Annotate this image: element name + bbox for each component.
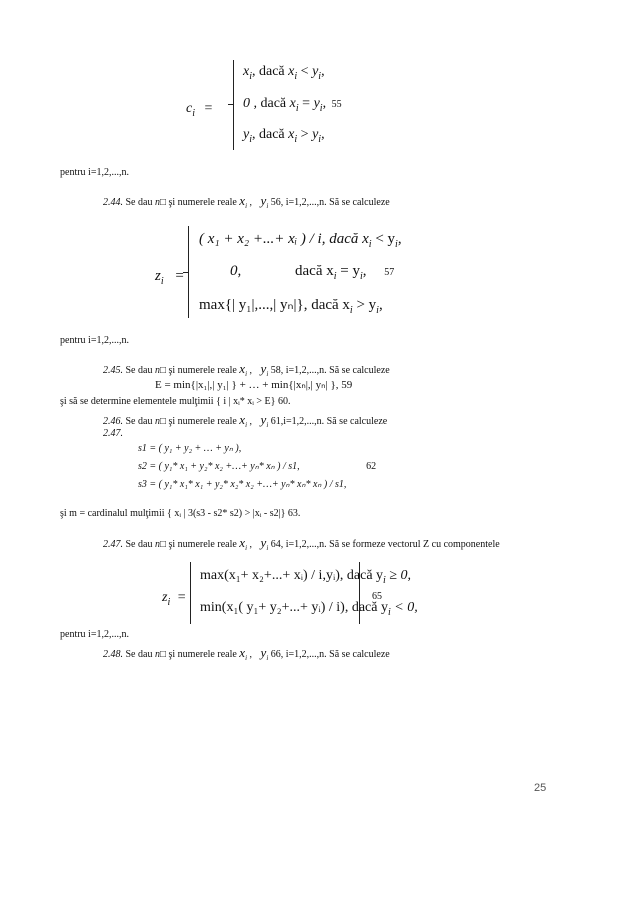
eq55-lhs: $c_i$ = [186, 101, 213, 119]
problem-2-47-label-extra: 2.47. [103, 428, 123, 439]
eq55-row3: $y_i$, dacă $x_i > y_i$, [243, 127, 325, 145]
eq55-row2: 0 , dacă $x_i = y_i$, 55 [243, 96, 342, 114]
pentru-line-3: pentru i=1,2,...,n. [60, 629, 129, 640]
eq65-row2: min(x₁( y₁+ y₂+...+ yᵢ) / i), dacă $y_i < 0$, [200, 600, 418, 618]
eq57-row2: 0, dacă $x_i = y_i$, 57 [230, 263, 395, 282]
eq62-number: 62 [366, 461, 377, 472]
eq55-row1: $x_i$, dacă $x_i < y_i$, [243, 64, 325, 82]
eq-s1: s1 = ( y₁ + y₂ + … + yₙ ), [138, 443, 242, 454]
set-line-63: şi m = cardinalul mulţimii { xᵢ | 3(s3 - s2* s2) > |xᵢ - s2|} 63. [60, 508, 301, 519]
problem-2-47: 2.47. Se dau n□ şi numerele reale $x_i$ , $y_i$ 64, i=1,2,...,n. Să se formeze vectorul Z cu componentele [103, 535, 500, 552]
eq-s3: s3 = ( y₁* x₁* x₁ + y₂* x₂* x₂ +…+ yₙ* xₙ* xₙ ) / s1, [138, 479, 347, 490]
eq65-brace-left [190, 562, 191, 624]
eq65-number: 65 [372, 591, 382, 602]
eq57-row3: max{| y₁|,...,| yₙ|}, dacă $x_i > y_i$, [199, 297, 383, 316]
problem-2-48: 2.48. Se dau n□ şi numerele reale $x_i$ , $y_i$ 66, i=1,2,...,n. Să se calculeze [103, 645, 390, 662]
problem-2-45: 2.45. Se dau n□ şi numerele reale $x_i$ , $y_i$ 58, i=1,2,...,n. Să se calculeze [103, 361, 390, 378]
set-line-60: şi să se determine elementele mulţimii { i | xᵢ* xᵢ > E} 60. [60, 396, 291, 407]
eq57-number: 57 [384, 267, 395, 278]
pentru-line-1: pentru i=1,2,...,n. [60, 167, 129, 178]
eq57-row1: ( x₁ + x₂ +...+ xᵢ ) / i, dacă $x_i < y_i$, [199, 231, 402, 250]
eq-s2: s2 = ( y₁* x₁ + y₂* x₂ +…+ yₙ* xₙ ) / s1, 62 [138, 461, 377, 472]
eq55-brace-tick [228, 104, 233, 105]
eq55-brace [233, 60, 234, 150]
problem-2-44: 2.44. Se dau n□ şi numerele reale $x_i$ , $y_i$ 56, i=1,2,...,n. Să se calculeze [103, 193, 390, 210]
eq57-lhs: $z_i$ = [155, 268, 184, 287]
page-number: 25 [534, 782, 547, 794]
eq59: E = min{|x₁|,| y₁| } + … + min{|xₙ|,| yₙ| }, 59 [155, 379, 353, 391]
pentru-line-2: pentru i=1,2,...,n. [60, 335, 129, 346]
eq65-lhs: $z_i$ = [162, 590, 186, 608]
problem-2-46: 2.46. Se dau n□ şi numerele reale $x_i$ , $y_i$ 61,i=1,2,...,n. Să se calculeze [103, 412, 388, 429]
eq57-brace [188, 226, 189, 318]
eq65-row1: max(x₁+ x₂+...+ xᵢ) / i,yᵢ), dacă $y_i \ge 0$, [200, 568, 412, 586]
eq57-brace-tick [183, 272, 188, 273]
eq55-number: 55 [331, 99, 342, 110]
